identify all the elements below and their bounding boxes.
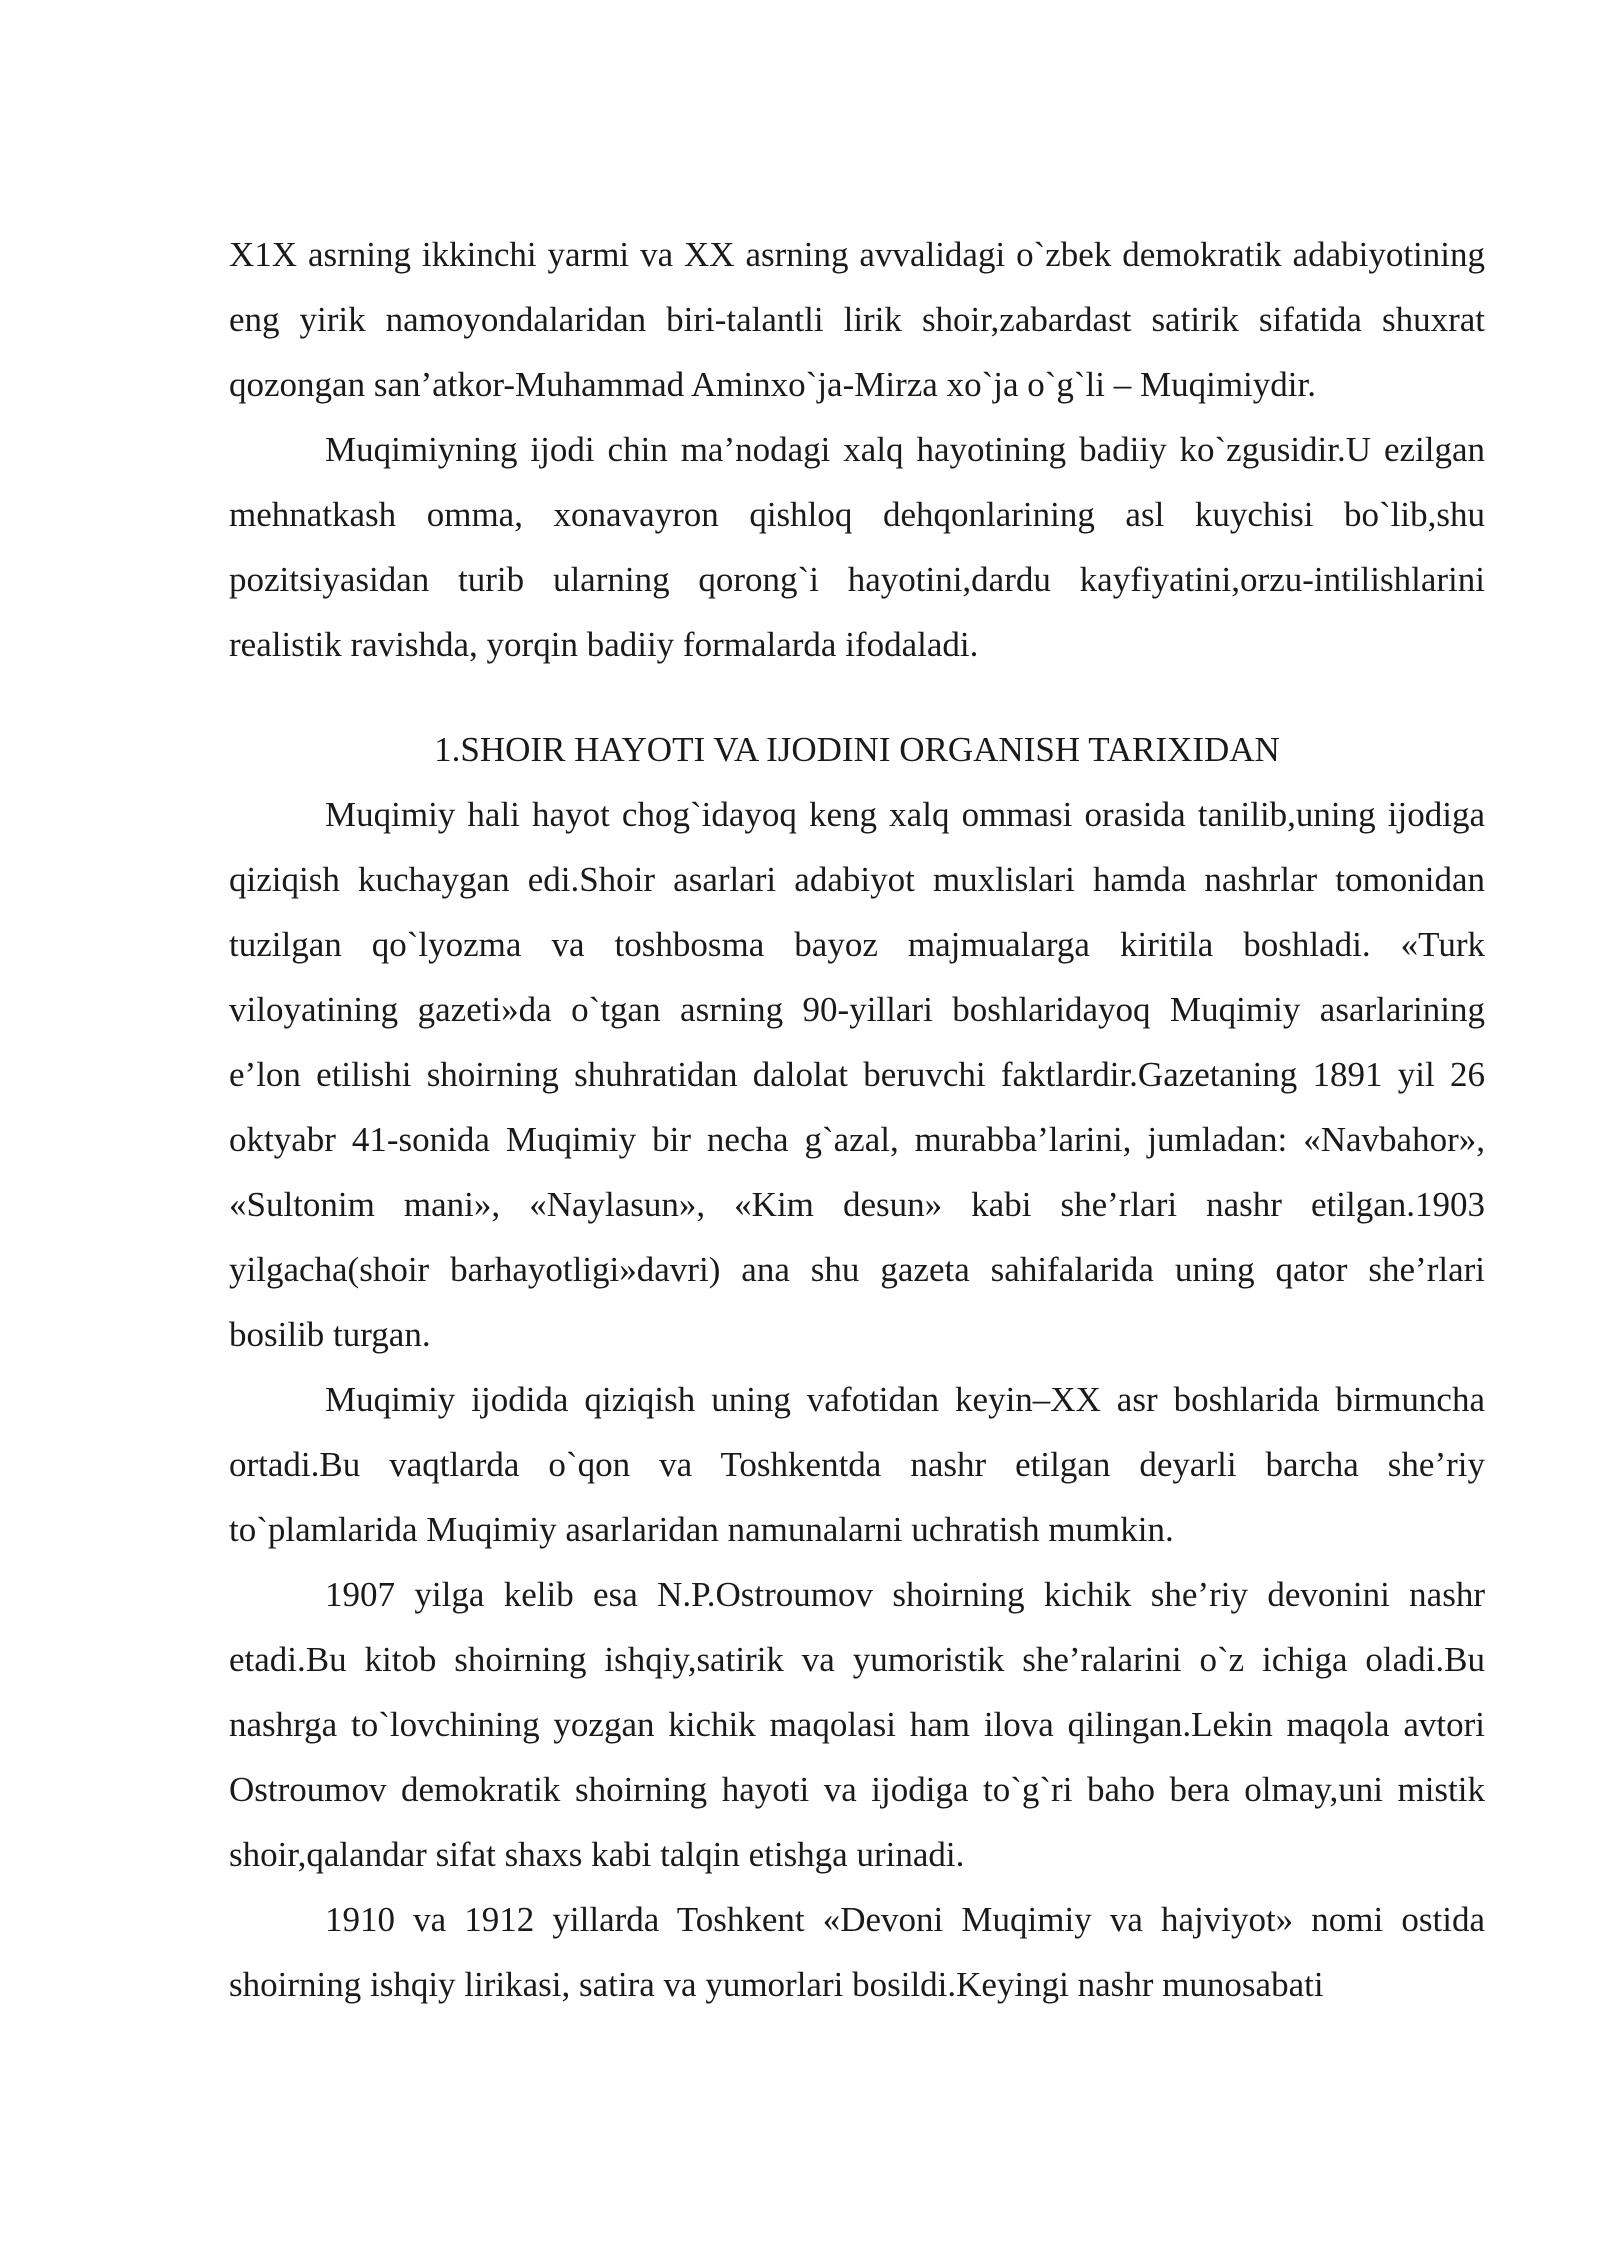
section-heading: 1.SHOIR HAYOTI VA IJODINI ORGANISH TARIXIDAN [434, 730, 1280, 769]
document-body [229, 222, 1485, 2017]
section-paragraph-3: 1907 yilga kelib esa N.P.Ostroumov shoirning kichik she’riy devonini nashr etadi.Bu kitob shoirning ishqiy,satirik va yumoristik she’ralarini o`z ichiga oladi.Bu nashrga to`lovchining yozgan kichik maqolasi ham ilova qilingan.Lekin maqola avtori Ostroumov demokratik shoirning hayoti va ijodiga to`g`ri baho bera olmay,uni mistik shoir,qalandar sifat shaxs kabi talqin etishga urinadi. [229, 1575, 1485, 1874]
intro-paragraph-2: Muqimiyning ijodi chin ma’nodagi xalq hayotining badiiy ko`zgusidir.U ezilgan mehnatkash omma, xonavayron qishloq dehqonlarining asl kuychisi bo`lib,shu pozitsiyasidan turib ularning qorong`i hayotini,dardu kayfiyatini,orzu-intilishlarini realistik ravishda, yorqin badiiy formalarda ifodaladi. [229, 430, 1485, 664]
section-paragraph-4: 1910 va 1912 yillarda Toshkent «Devoni Muqimiy va hajviyot» nomi ostida shoirning ishqiy lirikasi, satira va yumorlari bosildi.Keyingi nashr munosabati [229, 1900, 1485, 2004]
section-paragraph-1: Muqimiy hali hayot chog`idayoq keng xalq ommasi orasida tanilib,uning ijodiga qiziqish kuchaygan edi.Shoir asarlari adabiyot muxlislari hamda nashrlar tomonidan tuzilgan qo`lyozma va toshbosma bayoz majmualarga kiritila boshladi. «Turk viloyatining gazeti»da o`tgan asrning 90-yillari boshlaridayoq Muqimiy asarlarining e’lon etilishi shoirning shuhratidan dalolat beruvchi faktlardir.Gazetaning 1891 yil 26 oktyabr 41-sonida Muqimiy bir necha g`azal, murabba’larini, jumladan: «Navbahor», «Sultonim mani», «Naylasun», «Kim desun» kabi she’rlari nashr etilgan.1903 yilgacha(shoir barhayotligi»davri) ana shu gazeta sahifalarida uning qator she’rlari bosilib turgan. [229, 795, 1485, 1354]
section-paragraph-2: Muqimiy ijodida qiziqish uning vafotidan keyin–XX asr boshlarida birmuncha ortadi.Bu vaqtlarda o`qon va Toshkentda nashr etilgan deyarli barcha she’riy to`plamlarida Muqimiy asarlaridan namunalarni uchratish mumkin. [229, 1380, 1485, 1549]
intro-paragraph-1: X1X asrning ikkinchi yarmi va XX asrning avvalidagi o`zbek demokratik adabiyotining eng yirik namoyondalaridan biri-talantli lirik shoir,zabardast satirik sifatida shuxrat qozongan san’atkor-Muhammad Aminxo`ja-Mirza xo`ja o`g`li – Muqimiydir. [229, 235, 1485, 404]
